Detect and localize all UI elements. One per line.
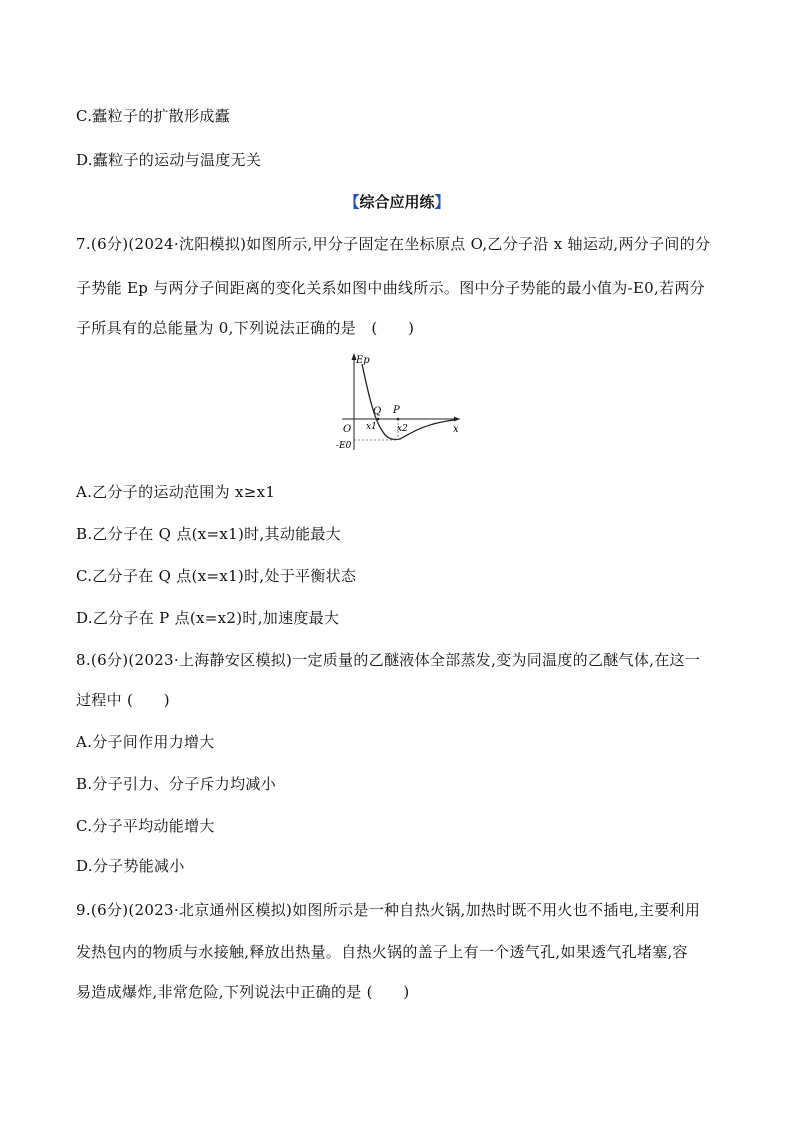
q8-option-d: D.分子势能减小 — [76, 857, 185, 875]
x-axis-arrow — [454, 417, 460, 422]
option-d-prev: D.蠹粒子的运动与温度无关 — [76, 151, 262, 169]
origin-label: O — [343, 424, 352, 435]
q9-stem-line3: 易造成爆炸,非常危险,下列说法中正确的是 ( ) — [76, 983, 410, 1001]
q8-stem-line1: 8.(6分)(2023·上海静安区模拟)一定质量的乙醚液体全部蒸发,变为同温度的乙醚气体,在这一 — [76, 651, 701, 669]
option-c-prev: C.蠹粒子的扩散形成蠹 — [76, 107, 231, 125]
point-q-dot — [377, 418, 380, 421]
q7-stem-line2: 子势能 Ep 与两分子间距离的变化关系如图中曲线所示。图中分子势能的最小值为-E0,若两分 — [76, 279, 705, 297]
x2-label: x2 — [397, 424, 408, 434]
min-energy-label: -E0 — [336, 441, 352, 451]
q8-option-c: C.分子平均动能增大 — [76, 817, 215, 835]
q8-stem-line2: 过程中 ( ) — [76, 691, 170, 709]
q9-stem-line2: 发热包内的物质与水接触,释放出热量。自热火锅的盖子上有一个透气孔,如果透气孔堵塞,容 — [76, 943, 688, 961]
q9-stem-line1: 9.(6分)(2023·北京通州区模拟)如图所示是一种自热火锅,加热时既不用火也不插电,主要利用 — [76, 901, 701, 919]
x-axis-label: x — [453, 424, 459, 435]
q7-option-a: A.乙分子的运动范围为 x≥x1 — [76, 483, 276, 501]
point-q-label: Q — [373, 406, 382, 417]
q7-stem-line3: 子所具有的总能量为 0,下列说法正确的是 ( ) — [76, 319, 415, 337]
section-bracket-close: 】 — [434, 193, 450, 211]
section-heading — [0, 192, 794, 212]
section-title: 综合应用练 — [359, 193, 435, 211]
section-bracket-open: 【 — [344, 193, 360, 211]
point-p-label: P — [393, 405, 400, 416]
q7-option-c: C.乙分子在 Q 点(x=x1)时,处于平衡状态 — [76, 567, 357, 585]
q7-option-d: D.乙分子在 P 点(x=x2)时,加速度最大 — [76, 609, 340, 627]
q7-stem-line1: 7.(6分)(2024·沈阳模拟)如图所示,甲分子固定在坐标原点 O,乙分子沿 x 轴运动,两分子间的分 — [76, 235, 711, 253]
potential-energy-graph — [334, 350, 464, 455]
y-axis-label: Ep — [356, 355, 370, 366]
q8-option-a: A.分子间作用力增大 — [76, 733, 215, 751]
q8-option-b: B.分子引力、分子斥力均减小 — [76, 775, 276, 793]
x1-label: x1 — [366, 422, 377, 432]
point-p-dot — [397, 418, 400, 421]
q7-option-b: B.乙分子在 Q 点(x=x1)时,其动能最大 — [76, 525, 342, 543]
